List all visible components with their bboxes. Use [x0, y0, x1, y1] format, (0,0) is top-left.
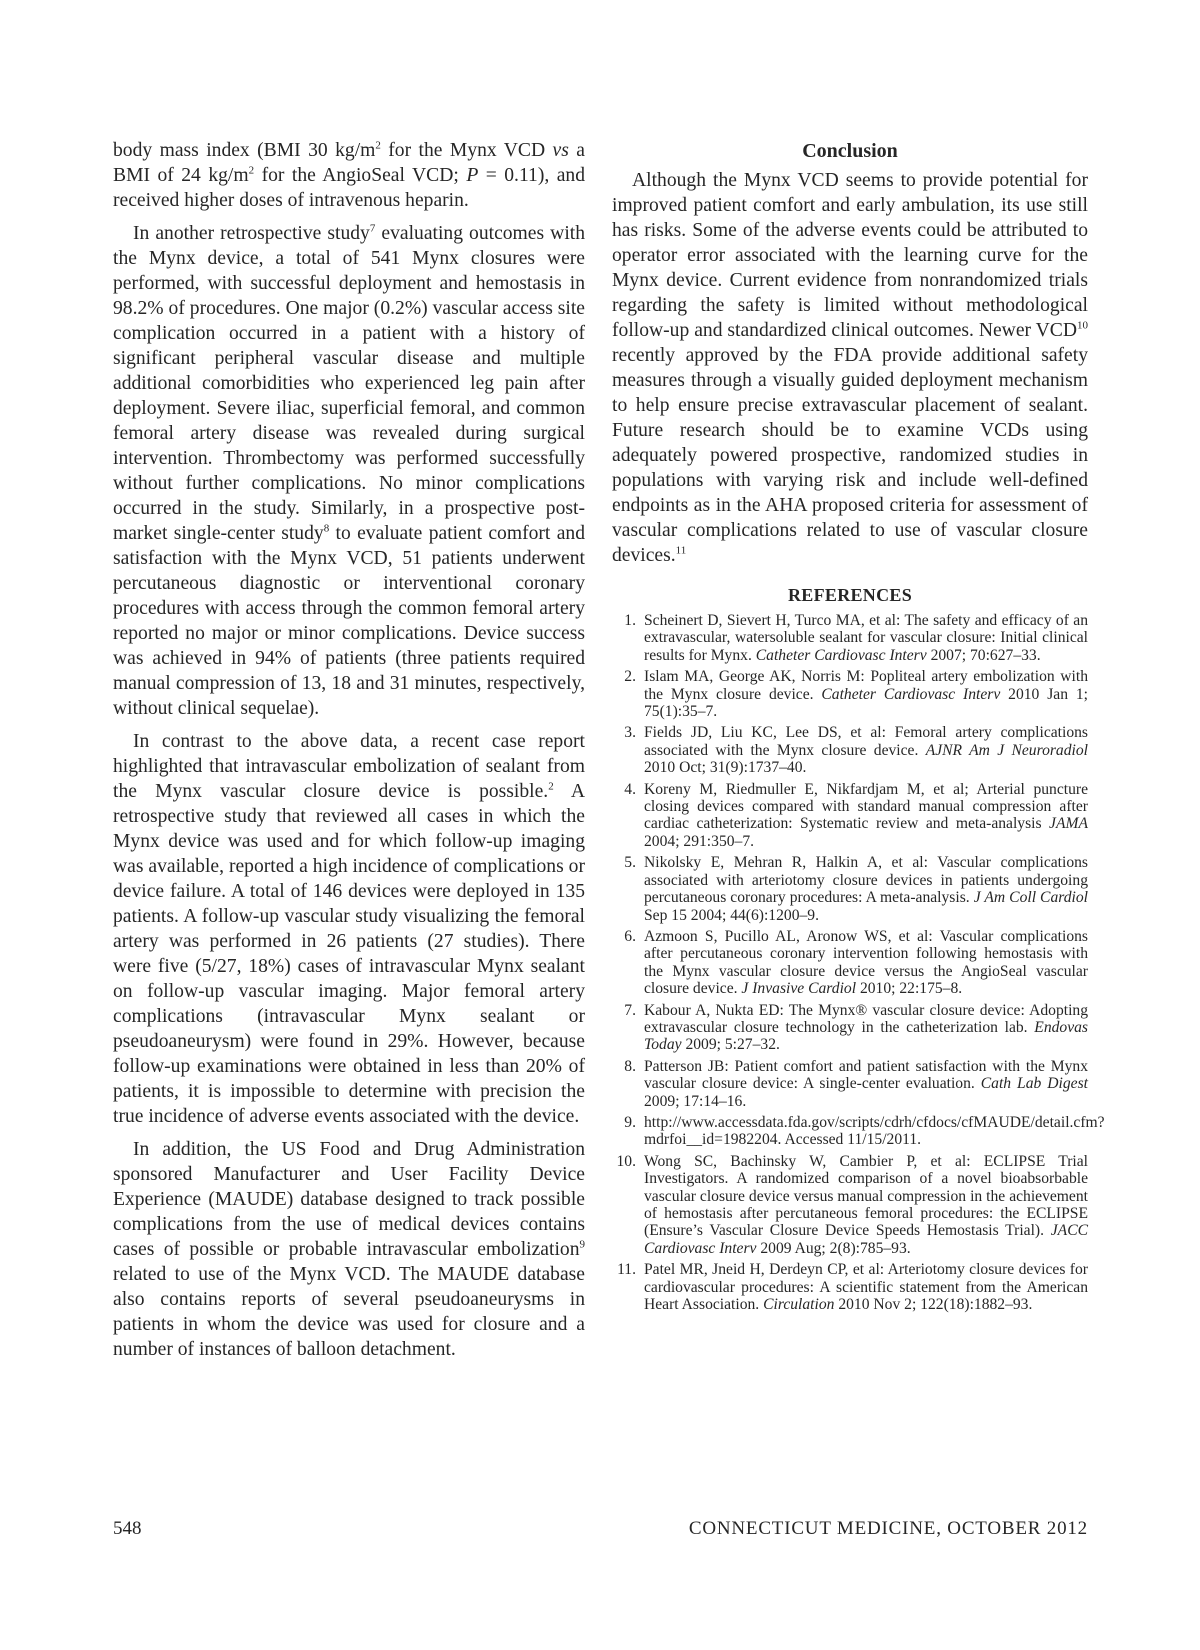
italic-text: P	[466, 165, 479, 186]
body-paragraph	[113, 1137, 585, 1362]
text-run: 2010 Jan 1; 75(1):35–7.	[644, 685, 1088, 721]
reference-item	[612, 668, 1088, 720]
text-run: to evaluate patient comfort and satisfaction with the Mynx VCD, 51 patients underwent percutaneous diagnostic or interventional coronary procedures with access through the common femoral artery reported no major or minor complications. Device success was achieved in 94% of patients (three patients required manual compression of 13, 18 and 31 minutes, respectively, without clinical sequelae).	[113, 523, 585, 719]
citation-superscript: 8	[323, 522, 330, 535]
reference-number: 3.	[624, 724, 636, 742]
text-run: for the Mynx VCD	[380, 140, 553, 161]
text-run: In contrast to the above data, a recent case report highlighted that intravascular embolization of sealant from the Mynx vascular closure device is possible.	[113, 731, 585, 802]
text-run: related to use of the Mynx VCD. The MAUDE database also contains reports of several pseudoaneurysms in patients in whom the device was used for closure and a number of instances of balloon detachment.	[113, 1264, 585, 1360]
reference-number: 2.	[624, 668, 636, 686]
text-run: Sep 15 2004; 44(6):1200–9.	[644, 906, 819, 924]
text-run: Koreny M, Riedmuller E, Nikfardjam M, et al; Arterial puncture closing devices compared with standard manual compression after cardiac catheterization: Systematic review and meta-analysis	[644, 780, 1088, 833]
italic-text: J Am Coll Cardiol	[973, 889, 1088, 907]
reference-item	[612, 781, 1088, 851]
italic-text: AJNR Am J Neuroradiol	[925, 741, 1088, 759]
reference-list	[612, 612, 1105, 1314]
text-run: In addition, the US Food and Drug Administration sponsored Manufacturer and User Facility Device Experience (MAUDE) database designed to track possible complications from the use of medical devices contains cases of possible or probable intravascular embolization	[113, 1139, 585, 1260]
text-run: evaluating outcomes with the Mynx device, a total of 541 Mynx closures were performed, with successful deployment and hemostasis in 98.2% of procedures. One major (0.2%) vascular access site complication occurred in a patient with a history of significant peripheral vascular disease and multiple additional comorbidities who experienced leg pain after deployment. Severe iliac, superficial femoral, and common femoral artery disease was revealed during surgical intervention. Thrombectomy was performed successfully without further complications. No minor complications occurred in the study. Similarly, in a prospective post-market single-center study	[113, 223, 585, 544]
left-column	[113, 138, 585, 1370]
text-run: 2010 Oct; 31(9):1737–40.	[644, 759, 807, 777]
reference-item	[612, 612, 1088, 664]
right-column	[612, 138, 1105, 1317]
text-run: Nikolsky E, Mehran R, Halkin A, et al: Vascular complications associated with arteriotomy closure devices in patients undergoing percutaneous coronary procedures: A meta-analysis.	[644, 854, 1088, 907]
italic-text: J Invasive Cardiol	[741, 980, 857, 998]
reference-item	[612, 1058, 1088, 1110]
text-run: Scheinert D, Sievert H, Turco MA, et al: The safety and efficacy of an extravascular, watersoluble sealant for vascular closure: Initial clinical results for Mynx.	[644, 612, 1088, 664]
text-run: for the AngioSeal VCD;	[254, 165, 467, 186]
left-body-text	[113, 138, 585, 1362]
italic-text: Cath Lab Digest	[980, 1075, 1088, 1093]
body-paragraph	[113, 138, 585, 213]
reference-item	[612, 1002, 1088, 1054]
reference-number: 8.	[624, 1057, 636, 1075]
body-paragraph	[113, 729, 585, 1129]
reference-number: 11.	[617, 1261, 636, 1279]
italic-text: Circulation	[763, 1296, 835, 1314]
reference-number: 9.	[624, 1113, 636, 1131]
text-run: 2009; 17:14–16.	[644, 1092, 747, 1110]
text-run: Islam MA, George AK, Norris M: Popliteal artery embolization with the Mynx closure device.	[644, 668, 1088, 703]
text-run: Although the Mynx VCD seems to provide potential for improved patient comfort and early ambulation, its use still has risks. Some of the adverse events could be attributed to operator error associated with the learning curve for the Mynx device. Current evidence from nonrandomized trials regarding the safety is limited without methodological follow-up and standardized clinical outcomes. Newer VCD	[612, 170, 1088, 341]
body-paragraph	[113, 221, 585, 721]
citation-superscript: 11	[675, 544, 687, 557]
text-run: 2009 Aug; 2(8):785–93.	[756, 1239, 911, 1257]
reference-item	[612, 724, 1088, 776]
text-run: In another retrospective study	[133, 223, 370, 244]
italic-text: JACC Cardiovasc Interv	[644, 1222, 1088, 1257]
italic-text: Catheter Cardiovasc Interv	[821, 685, 1001, 703]
italic-text: vs	[552, 140, 569, 161]
text-run: Kabour A, Nukta ED: The Mynx® vascular closure device: Adopting extravascular closure technology in the catheterization lab.	[644, 1001, 1088, 1036]
italic-text: Endovas Today	[644, 1018, 1088, 1054]
text-run: Patel MR, Jneid H, Derdeyn CP, et al: Arteriotomy closure devices for cardiovascular procedures: A scientific statement from the American Heart Association.	[644, 1261, 1088, 1314]
text-run: 2009; 5:27–32.	[681, 1036, 780, 1054]
text-run: Fields JD, Liu KC, Lee DS, et al: Femoral artery complications associated with the Mynx closure device.	[644, 724, 1088, 759]
text-run: 2010; 22:175–8.	[856, 980, 963, 998]
reference-item	[612, 1113, 1105, 1149]
reference-item	[612, 928, 1088, 998]
reference-item	[612, 1153, 1088, 1257]
text-run: Azmoon S, Pucillo AL, Aronow WS, et al: Vascular complications after percutaneous coronary intervention following hemostasis with the Mynx vascular closure device versus the AngioSeal vascular closure device.	[644, 927, 1088, 998]
reference-number: 5.	[624, 854, 636, 872]
text-run: http://www.accessdata.fda.gov/scripts/cdrh/cfdocs/cfMAUDE/detail.cfm?mdrfoi__id=1982204. Accessed 11/15/2011.	[644, 1113, 1105, 1149]
text-run: Patterson JB: Patient comfort and patient satisfaction with the Mynx vascular closure device: A single-center evaluation.	[644, 1057, 1088, 1093]
reference-number: 10.	[616, 1152, 636, 1170]
text-run: recently approved by the FDA provide additional safety measures through a visually guided deployment mechanism to help ensure precise extravascular placement of sealant. Future research should be to examine VCDs using adequately powered prospective, randomized studies in populations with varying risk and include well-defined endpoints as in the AHA proposed criteria for assessment of vascular complications related to use of vascular closure devices.	[612, 345, 1088, 566]
reference-number: 1.	[624, 612, 636, 629]
page-number: 548	[113, 1518, 142, 1539]
references-heading: REFERENCES	[787, 585, 913, 605]
conclusion-heading: Conclusion	[802, 140, 898, 162]
reference-number: 6.	[624, 927, 636, 945]
reference-number: 7.	[624, 1001, 636, 1019]
text-run: 2004; 291:350–7.	[644, 832, 755, 850]
journal-footer: CONNECTICUT MEDICINE, OCTOBER 2012	[688, 1518, 1088, 1539]
text-run: = 0.11), and received higher doses of intravenous heparin.	[113, 165, 585, 211]
text-run: 2010 Nov 2; 122(18):1882–93.	[834, 1296, 1033, 1314]
italic-text: Catheter Cardiovasc Interv	[755, 646, 927, 664]
citation-superscript: 7	[369, 222, 376, 235]
reference-item	[612, 1261, 1088, 1313]
citation-superscript: 2	[375, 139, 381, 152]
citation-superscript: 10	[1077, 319, 1088, 332]
body-paragraph	[612, 168, 1088, 568]
text-run: a BMI of 24 kg/m	[113, 140, 585, 186]
citation-superscript: 2	[248, 164, 255, 177]
conclusion-body-text	[612, 168, 1088, 568]
citation-superscript: 2	[548, 780, 554, 793]
text-run: Wong SC, Bachinsky W, Cambier P, et al: ECLIPSE Trial Investigators. A randomized comparison of a novel bioabsorbable vascular closure device versus manual compression in the achievement of hemostasis after percutaneous femoral procedures: the ECLIPSE (Ensure’s Vascular Closure Device Speeds Hemostasis Trial).	[644, 1152, 1088, 1240]
text-run: A retrospective study that reviewed all cases in which the Mynx device was used and for which follow-up imaging was available, reported a high incidence of complications or device failure. A total of 146 devices were deployed in 135 patients. A follow-up vascular study visualizing the femoral artery was performed in 26 patients (27 studies). There were five (5/27, 18%) cases of intravascular Mynx sealant on follow-up vascular imaging. Major femoral artery complications (intravascular Mynx sealant or pseudoaneurysm) were found in 29%. However, because follow-up examinations were obtained in less than 20% of patients, it is impossible to determine with precision the true incidence of adverse events associated with the device.	[113, 781, 586, 1127]
reference-item	[612, 854, 1088, 924]
text-run: body mass index (BMI 30 kg/m	[113, 140, 376, 161]
text-run: 2007; 70:627–33.	[926, 646, 1041, 664]
italic-text: JAMA	[1049, 815, 1088, 833]
reference-number: 4.	[624, 780, 636, 798]
citation-superscript: 9	[579, 1238, 585, 1251]
